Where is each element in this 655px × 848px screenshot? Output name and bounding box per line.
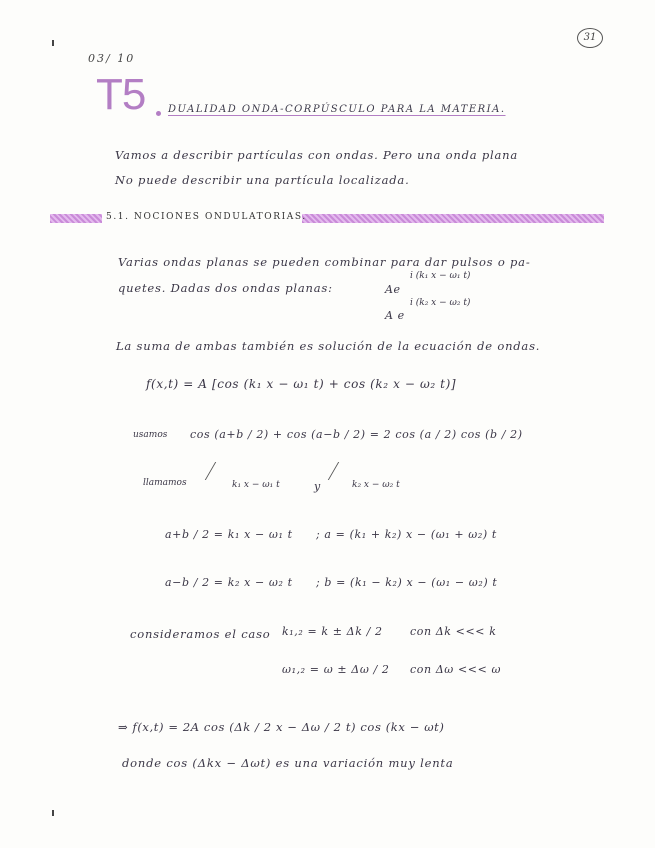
wave-1-exponent: i (k₁ x − ω₁ t): [410, 271, 471, 281]
wave-2: A e: [385, 309, 405, 322]
llamamos-a: k₁ x − ω₁ t: [232, 480, 280, 490]
intro-line-2: No puede describir una partícula localizada.: [115, 173, 410, 187]
intro-line-1: Vamos a describir partículas con ondas. Pero una onda plana: [115, 148, 519, 162]
section-heading: 5.1. NOCIONES ONDULATORIAS.: [106, 212, 307, 222]
result-equation: ⇒ f(x,t) = 2A cos (Δk / 2 x − Δω / 2 t) cos (kx − ωt): [118, 720, 445, 734]
definition-b: a−b / 2 = k₂ x − ω₂ t: [165, 576, 293, 589]
date: 03/ 10: [88, 52, 136, 65]
arrow-icon: [328, 462, 357, 480]
omega-condition: con Δω <<< ω: [410, 663, 502, 676]
llamamos-b: k₂ x − ω₂ t: [352, 480, 400, 490]
usamos-label: usamos: [133, 430, 168, 440]
k-definition: k₁,₂ = k ± Δk / 2: [282, 625, 383, 638]
bullet-dot-icon: [156, 111, 161, 116]
highlight-band-left: [50, 214, 102, 223]
k-condition: con Δk <<< k: [410, 625, 497, 638]
arrow-icon: [205, 462, 234, 480]
topic-title: DUALIDAD ONDA-CORPÚSCULO PARA LA MATERIA.: [168, 104, 506, 115]
donde-sentence: donde cos (Δkx − Δωt) es una variación muy lenta: [122, 756, 454, 770]
llamamos-label: llamamos: [143, 478, 187, 488]
llamamos-y: y: [314, 480, 321, 493]
sum-sentence: La suma de ambas también es solución de la ecuación de ondas.: [116, 339, 541, 353]
page-number: 31: [577, 28, 603, 48]
omega-definition: ω₁,₂ = ω ± Δω / 2: [282, 663, 390, 676]
definition-a-result: ; a = (k₁ + k₂) x − (ω₁ + ω₂) t: [316, 528, 497, 541]
consider-label: consideramos el caso: [130, 627, 271, 641]
highlight-band-right: [302, 214, 604, 223]
definition-a: a+b / 2 = k₁ x − ω₁ t: [165, 528, 293, 541]
section-line-2: quetes. Dadas dos ondas planas:: [118, 281, 333, 295]
equation-f: f(x,t) = A [cos (k₁ x − ω₁ t) + cos (k₂ x − ω₂ t)]: [146, 377, 457, 391]
trig-identity: cos (a+b / 2) + cos (a−b / 2) = 2 cos (a / 2) cos (b / 2): [190, 428, 523, 441]
wave-1: Ae: [385, 283, 401, 296]
wave-2-exponent: i (k₂ x − ω₂ t): [410, 298, 471, 308]
section-line-1: Varias ondas planas se pueden combinar para dar pulsos o pa-: [118, 255, 531, 269]
topic-code: T5: [96, 70, 146, 119]
margin-tick: [52, 40, 54, 46]
definition-b-result: ; b = (k₁ − k₂) x − (ω₁ − ω₂) t: [316, 576, 498, 589]
margin-tick: [52, 810, 54, 816]
